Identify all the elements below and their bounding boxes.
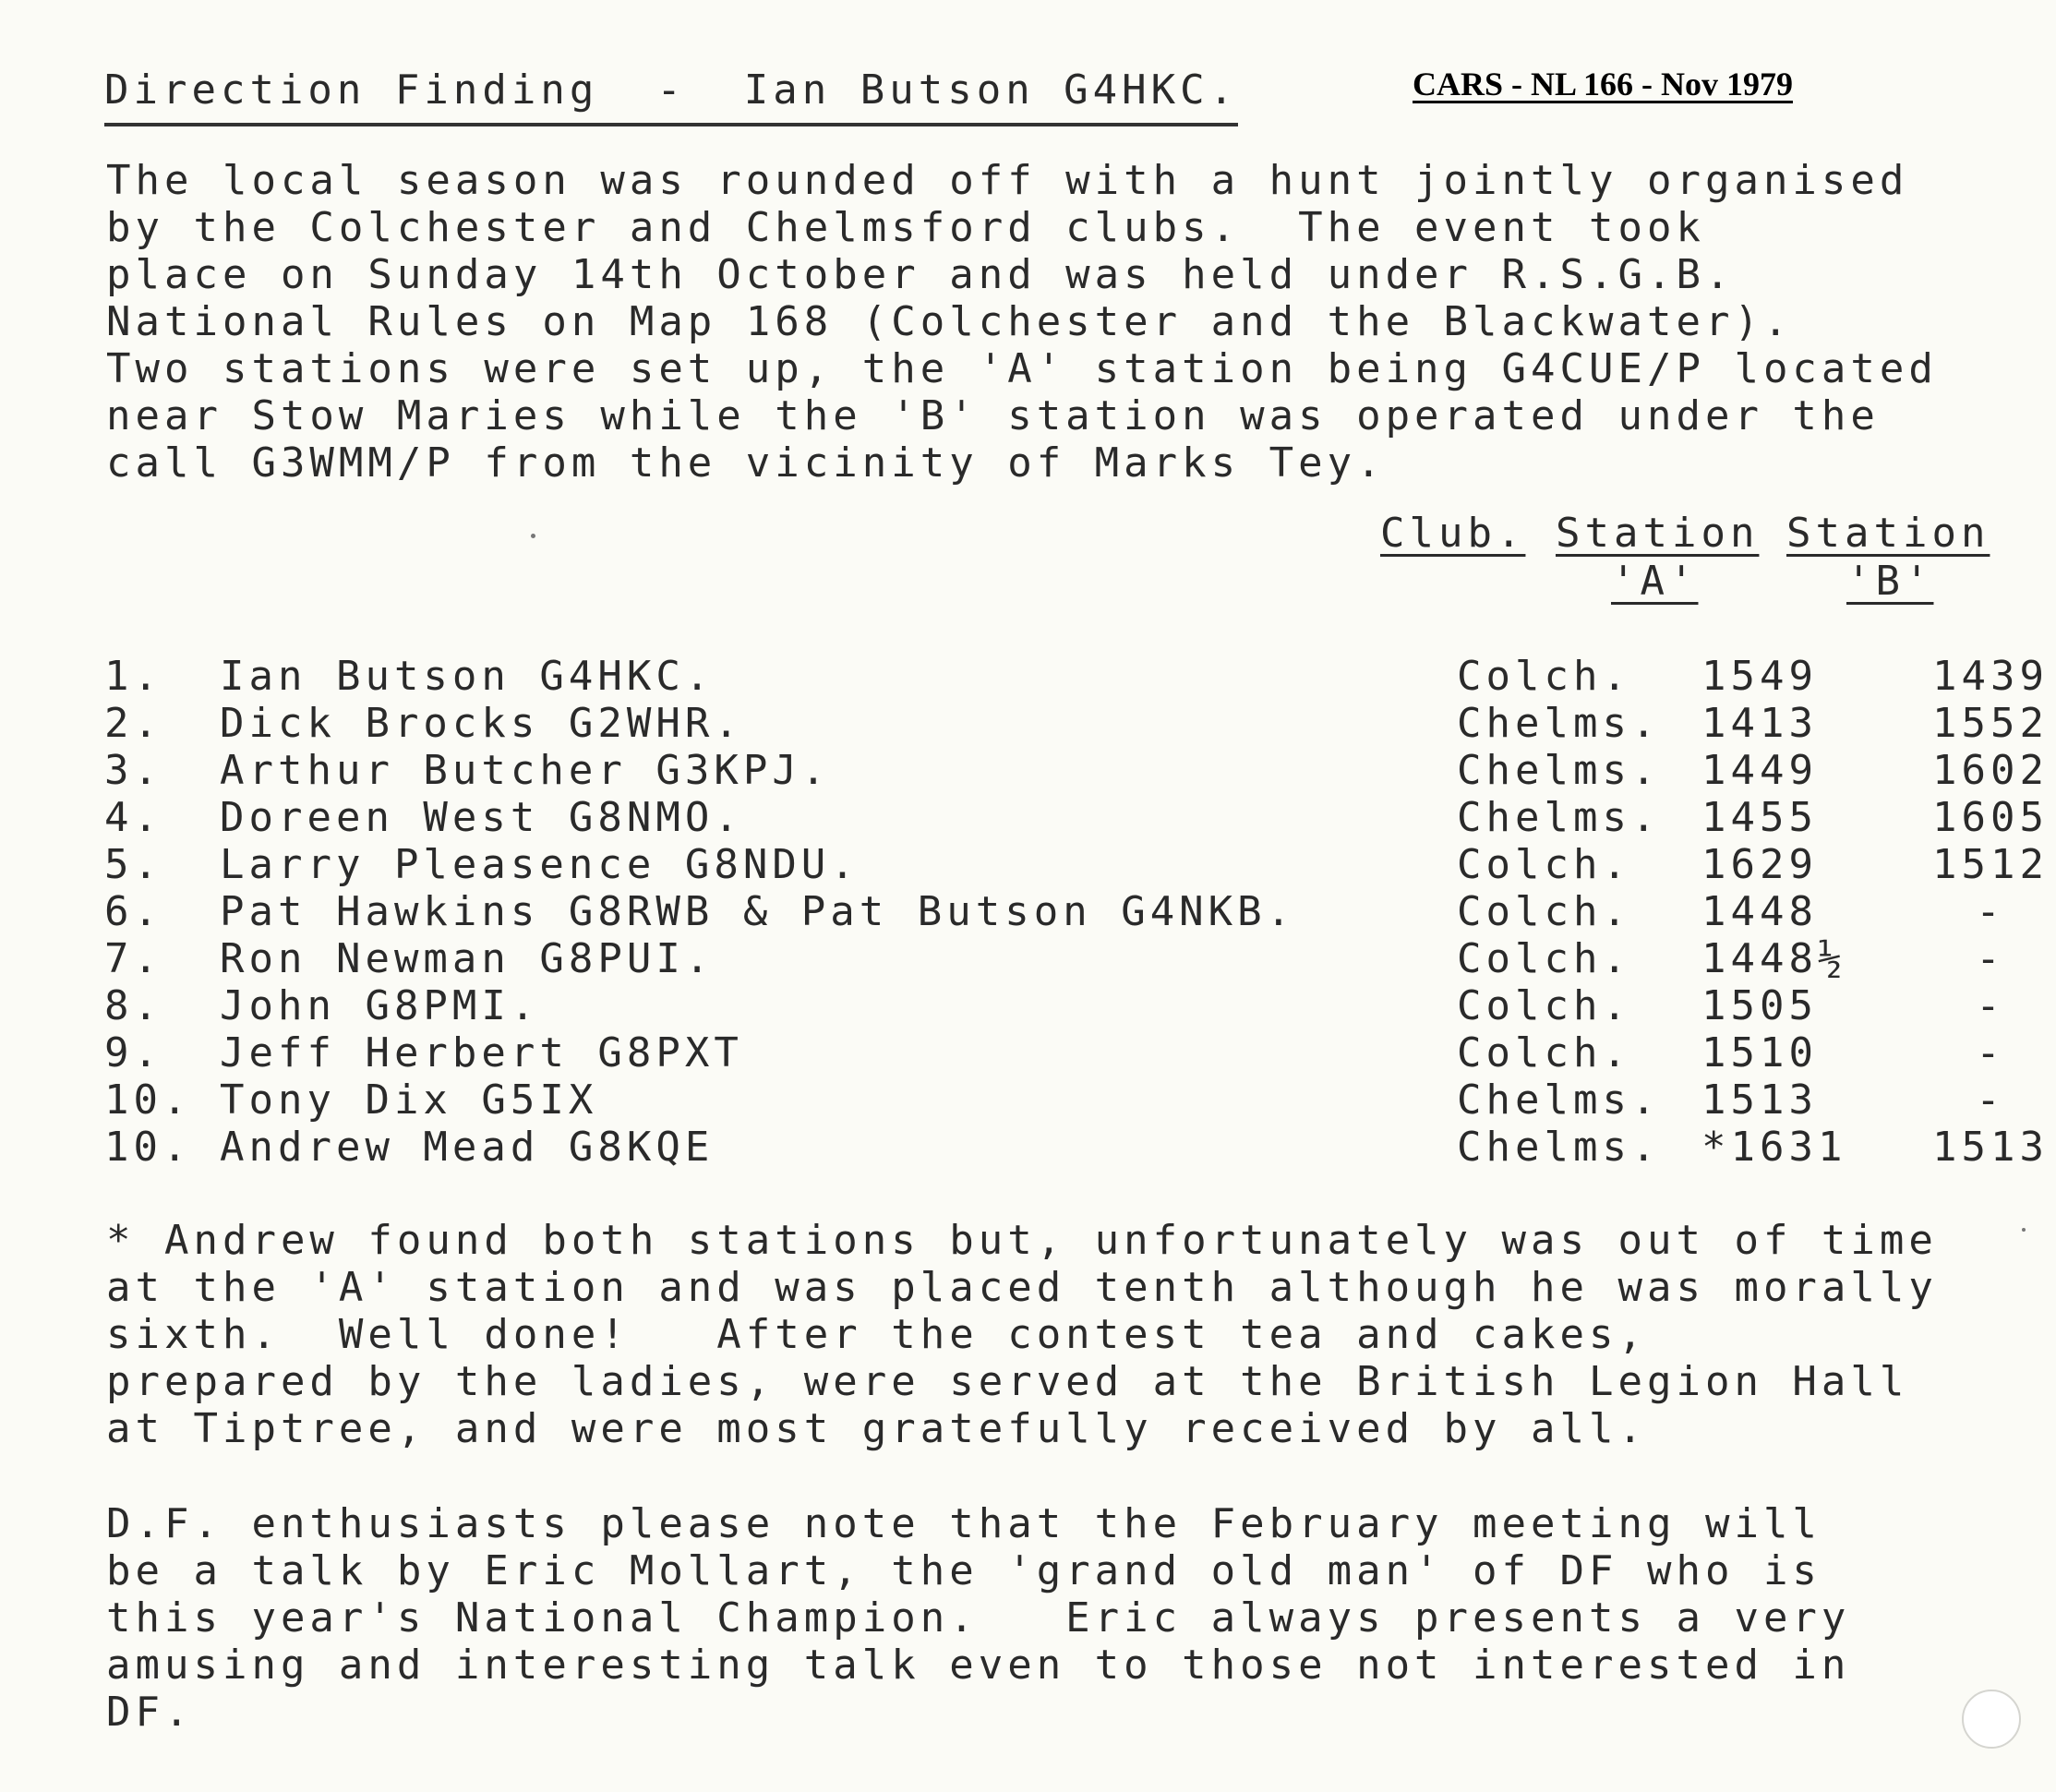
name-cell: Jeff Herbert G8PXT — [220, 1029, 743, 1076]
table-row — [104, 841, 2049, 888]
club-cell: Chelms. — [1457, 1124, 1661, 1171]
name-cell: Ron Newman G8PUI. — [220, 935, 715, 982]
intro-paragraph — [106, 157, 1938, 487]
station-a-time-cell: 1455 — [1701, 794, 1818, 841]
results-table — [104, 653, 2049, 1171]
position-cell: 9. — [104, 1029, 162, 1076]
header-station-a-sub: 'A' — [1611, 558, 1699, 605]
name-cell: Ian Butson G4HKC. — [220, 653, 715, 700]
intro-line: The local season was rounded off with a hunt jointly organised — [106, 157, 1909, 204]
table-row — [104, 653, 2049, 700]
header-station-b: Station — [1786, 510, 1990, 557]
position-cell: 1. — [104, 653, 162, 700]
footnote-paragraph — [106, 1217, 1938, 1452]
header-station-a: Station — [1556, 510, 1760, 557]
club-cell: Colch. — [1457, 935, 1631, 982]
footnote-line: at Tiptree, and were most gratefully received by all. — [106, 1405, 1647, 1452]
header-station-b-sub: 'B' — [1846, 558, 1934, 605]
station-b-time-cell: 1552 — [1932, 700, 2049, 747]
closing-line: amusing and interesting talk even to those not interested in — [106, 1642, 1851, 1689]
source-citation: CARS - NL 166 - Nov 1979 — [1413, 66, 1794, 102]
club-cell: Chelms. — [1457, 1076, 1661, 1124]
closing-line: this year's National Champion. Eric always presents a very — [106, 1594, 1851, 1642]
closing-line: D.F. enthusiasts please note that the February meeting will — [106, 1500, 1822, 1547]
footnote-line: * Andrew found both stations but, unfortunately was out of time — [106, 1217, 1938, 1264]
station-a-time-cell: 1413 — [1701, 700, 1818, 747]
station-a-time-cell: 1510 — [1701, 1029, 1818, 1076]
intro-line: call G3WMM/P from the vicinity of Marks Tey. — [106, 439, 1386, 487]
station-a-time-cell: 1448 — [1701, 888, 1818, 935]
club-cell: Chelms. — [1457, 794, 1661, 841]
closing-line: be a talk by Eric Mollart, the 'grand old man' of DF who is — [106, 1547, 1822, 1594]
club-cell: Colch. — [1457, 982, 1631, 1029]
header-club: Club. — [1380, 510, 1526, 557]
name-cell: Arthur Butcher G3KPJ. — [220, 747, 831, 794]
station-b-time-cell: 1439 — [1932, 653, 2049, 700]
closing-line: DF. — [106, 1689, 194, 1736]
position-cell: 8. — [104, 982, 162, 1029]
station-a-time-cell: 1448½ — [1701, 935, 1847, 982]
ink-speck — [2022, 1228, 2026, 1232]
name-cell: Larry Pleasence G8NDU. — [220, 841, 860, 888]
station-a-time-cell: 1513 — [1701, 1076, 1818, 1124]
station-b-time-cell: 1513 — [1932, 1124, 2049, 1171]
article-title: Direction Finding - Ian Butson G4HKC. — [104, 66, 1238, 126]
name-cell: Dick Brocks G2WHR. — [220, 700, 743, 747]
ink-speck — [531, 534, 535, 538]
name-cell: Tony Dix G5IX — [220, 1076, 598, 1124]
station-b-time-cell: - — [1976, 1076, 2005, 1124]
intro-line: National Rules on Map 168 (Colchester and the Blackwater). — [106, 298, 1793, 345]
table-row — [104, 794, 2049, 841]
footnote-line: prepared by the ladies, were served at the British Legion Hall — [106, 1358, 1909, 1405]
position-cell: 6. — [104, 888, 162, 935]
footnote-line: at the 'A' station and was placed tenth although he was morally — [106, 1264, 1938, 1311]
station-b-time-cell: 1512 — [1932, 841, 2049, 888]
station-b-time-cell: 1602 — [1932, 747, 2049, 794]
position-cell: 10. — [104, 1124, 192, 1171]
table-row — [104, 888, 2049, 935]
position-cell: 3. — [104, 747, 162, 794]
name-cell: Andrew Mead G8KQE — [220, 1124, 715, 1171]
intro-line: place on Sunday 14th October and was held under R.S.G.B. — [106, 251, 1735, 298]
table-row — [104, 1076, 2049, 1124]
club-cell: Colch. — [1457, 841, 1631, 888]
intro-line: Two stations were set up, the 'A' station being G4CUE/P located — [106, 345, 1938, 392]
position-cell: 2. — [104, 700, 162, 747]
table-row — [104, 747, 2049, 794]
table-row — [104, 935, 2049, 982]
results-table-body — [104, 653, 2049, 1171]
station-a-time-cell: 1449 — [1701, 747, 1818, 794]
station-b-time-cell: - — [1976, 888, 2005, 935]
footnote-line: sixth. Well done! After the contest tea and cakes, — [106, 1311, 1647, 1358]
closing-paragraph — [106, 1500, 1850, 1736]
position-cell: 4. — [104, 794, 162, 841]
intro-line: near Stow Maries while the 'B' station was operated under the — [106, 392, 1880, 439]
station-a-time-cell: 1505 — [1701, 982, 1818, 1029]
punch-hole — [1962, 1690, 2021, 1749]
club-cell: Colch. — [1457, 888, 1631, 935]
club-cell: Chelms. — [1457, 747, 1661, 794]
position-cell: 10. — [104, 1076, 192, 1124]
name-cell: John G8PMI. — [220, 982, 540, 1029]
station-b-time-cell: - — [1976, 1029, 2005, 1076]
station-b-time-cell: - — [1976, 935, 2005, 982]
position-cell: 5. — [104, 841, 162, 888]
club-cell: Chelms. — [1457, 700, 1661, 747]
station-b-time-cell: - — [1976, 982, 2005, 1029]
intro-line: by the Colchester and Chelmsford clubs. The event took — [106, 204, 1705, 251]
club-cell: Colch. — [1457, 1029, 1631, 1076]
name-cell: Doreen West G8NMO. — [220, 794, 743, 841]
station-b-time-cell: 1605 — [1932, 794, 2049, 841]
table-row — [104, 1124, 2049, 1171]
position-cell: 7. — [104, 935, 162, 982]
station-a-time-cell: *1631 — [1701, 1124, 1847, 1171]
station-a-time-cell: 1629 — [1701, 841, 1818, 888]
name-cell: Pat Hawkins G8RWB & Pat Butson G4NKB. — [220, 888, 1296, 935]
station-a-time-cell: 1549 — [1701, 653, 1818, 700]
table-row — [104, 982, 2049, 1029]
table-row — [104, 700, 2049, 747]
club-cell: Colch. — [1457, 653, 1631, 700]
table-row — [104, 1029, 2049, 1076]
